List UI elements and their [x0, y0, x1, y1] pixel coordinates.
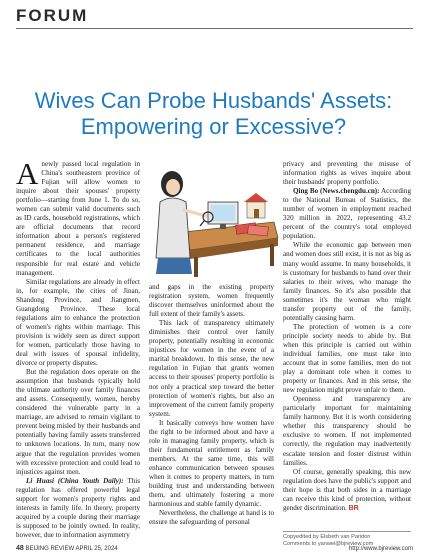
publication-date: BEIJING REVIEW APRIL 25, 2024: [25, 546, 118, 552]
woman-figure-icon: [156, 171, 213, 274]
headline-line-1: Wives Can Probe Husbands' Assets:: [34, 88, 393, 113]
paragraph: Similar regulations are already in effect in, for example, the cities of Jinan, Shandong Province, and Jiangmen, Guangdong Province. These local regulations aim to enhance the protection of women's rights within marriage. This provision is widely seen as direct support for women, particularly those having to deal with issues of spousal infidelity, divorce or property disputes.: [16, 277, 140, 368]
section-label: FORUM: [16, 6, 89, 25]
headline-line-2: Empowering or Excessive?: [80, 114, 347, 139]
paragraph: The protection of women is a core principle society needs to abide by. But when this principle is carried out within individual families, one must take into account that in some families, men do not play a dominant role when it comes to property or finances. And in this sense, the new regulation might prove unfair to them.: [283, 322, 411, 395]
paragraph: Openness and transparency are particularly important for maintaining family harmony. But it is worth considering whether this transparency should be exclusive to women. If not implemented correctly, the regulation may inadvertently escalate tension and foster distrust within families.: [283, 395, 411, 467]
paragraph: While the economic gap between men and women does still exist, it is not as big as many would assume. In many households, it is customary for husbands to hand over their salaries to their wives, who manage the family finances. So it's also possible that sometimes it's the woman who might transfer property out of the family, potentially causing harm.: [283, 241, 411, 322]
paragraph-text: According to the National Bureau of Statistics, the number of women in employment reached 320 million in 2022, representing 43.2 percent of the country's total employed population.: [283, 187, 411, 241]
website-url: http://www.bjreview.com: [348, 546, 413, 552]
commentator-name: Qing Bo (News.chengdu.cn):: [293, 187, 380, 196]
paragraph: [16, 477, 140, 540]
paragraph: This lack of transparency ultimately diminishes their control over family property, potentially resulting in economic injustices for women in the event of a marital breakdown. In this sense, the new regulation in Fujian that grants women access to their spouses' property portfolio is not only a practical step toward the better protection of women's rights, but also an improvement of the current family property system.: [149, 319, 274, 418]
paragraph: [283, 187, 411, 241]
article-column-2: [149, 283, 274, 527]
drop-cap: A: [16, 156, 39, 191]
page-number: 48: [16, 545, 24, 552]
paragraph: It basically conveys how women have the right to be informed about and have a role in managing family property, which is their fundamental entitlement as family members. At the same time, this will enhance communication between spouses when it comes to property matters, in turn building trust and understanding between them, and ultimately fostering a more harmonious and stable family dynamic.: [149, 418, 274, 509]
house-icon: [244, 193, 268, 218]
headline: [10, 88, 417, 140]
copyeditor-line: Copyedited by Elsbeth van Paridon: [283, 534, 371, 540]
paragraph: [16, 156, 140, 278]
paragraph: [283, 468, 411, 513]
article-column-3: [283, 160, 411, 513]
commentator-name: Li Huasi (China Youth Daily):: [26, 476, 124, 485]
paragraph: But the regulation does operate on the assumption that husbands typically hold the ultimate authority over family finances and assets. Consequently, women, hereby considered the vulnerable party in a marriage, are advised to remain vigilant to prevent being misled by their husbands and potentially having family assets transferred to unknown locations. In turn, many now argue that the regulation provides women with excessive protection and could lead to injustices against men.: [16, 368, 140, 476]
paragraph-text: Of course, generally speaking, this new regulation does have the public's support and their hope is that both sides in a marriage can receive this kind of protection, without gender discrimination.: [283, 467, 411, 512]
article-column-1: [16, 156, 141, 540]
comments-email: Comments to yanwei@bjreview.com: [283, 541, 374, 547]
paragraph-text: This regulation has offered powerful legal support for women's property rights and interests in family life. In theory, property acquired by a couple during their marriage is supposed to be jointly owned. In reality, however, due to information asymmetry: [16, 476, 141, 539]
paragraph-text: newly passed local regulation in China's southeastern province of Fujian will allow women to inquire about their spouses' property portfolio—starting from June 1. To do so, women can submit valid documents such as ID cards, household registrations, which are official documents that record information about a person's registered permanent residence, and marriage certificates to the local authorities responsible for real estate and vehicle management.: [16, 160, 140, 277]
page-footer: [16, 545, 413, 553]
paragraph: Nevertheless, the challenge at hand is to ensure the safeguarding of personal: [149, 509, 274, 527]
section-header: [0, 0, 427, 30]
illustration-woman-inspecting-assets: [144, 162, 280, 278]
paragraph: and gaps in the existing property registration system, women frequently discover themselves uninformed about the full extent of their family's assets.: [149, 283, 274, 319]
section-divider: [16, 28, 413, 29]
end-mark: BR: [348, 504, 359, 512]
paragraph: privacy and preventing the misuse of information rights as wives inquire about their husbands' property portfolio.: [283, 160, 411, 187]
